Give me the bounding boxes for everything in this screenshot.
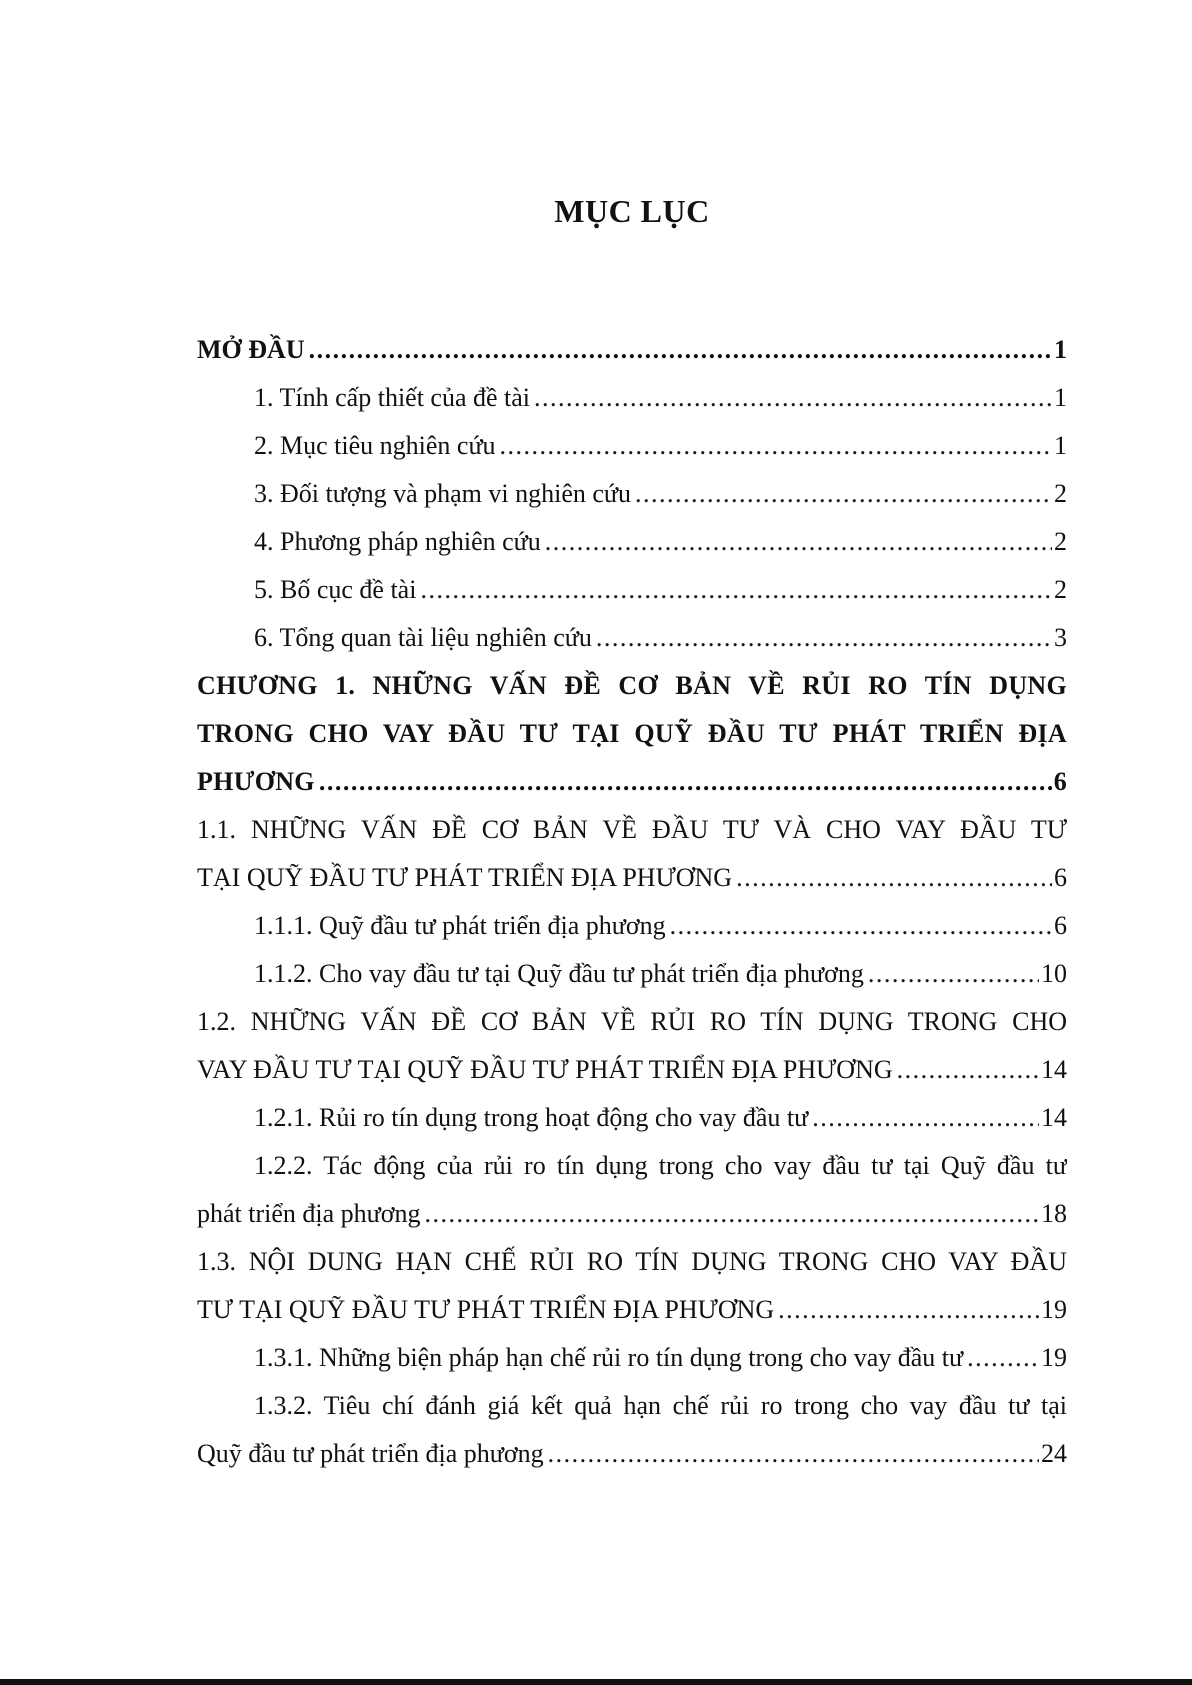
toc-page-number: 14 [1041,1055,1067,1084]
dot-leader [545,518,1052,566]
page-title: MỤC LỤC [554,193,710,229]
toc-entry-text-line: 1.1. NHỮNG VẤN ĐỀ CƠ BẢN VỀ ĐẦU TƯ VÀ CHO VAY ĐẦU TƯ [197,815,1067,844]
dot-leader [736,854,1052,902]
toc-entry-section-1-1[interactable] [197,806,1067,902]
toc-entry-text: 1.1.1. Quỹ đầu tư phát triển địa phương [254,911,666,940]
dot-leader [319,758,1052,806]
page-bottom-border [0,1679,1192,1685]
dot-leader [425,1190,1039,1238]
toc-entry-last-line [197,1190,1067,1238]
toc-page-number: 3 [1054,623,1067,652]
dot-leader [309,326,1052,374]
toc-entry-text: 2. Mục tiêu nghiên cứu [254,431,496,460]
dot-leader [596,614,1052,662]
toc-page-number: 18 [1041,1199,1067,1228]
toc-page-number: 1 [1054,383,1067,412]
dot-leader [897,1046,1039,1094]
toc-page-number: 14 [1041,1103,1067,1132]
toc-entry-section-1-3[interactable] [197,1238,1067,1334]
toc-entry-1-3-2[interactable] [197,1382,1067,1478]
toc-entry-text-line: 1.3.2. Tiêu chí đánh giá kết quả hạn chế rủi ro trong cho vay đầu tư tại [254,1391,1067,1420]
toc-page-number: 2 [1054,527,1067,556]
toc-entry-1-1-1[interactable] [197,902,1067,950]
dot-leader [534,374,1052,422]
toc-page-number: 6 [1054,863,1067,892]
toc-entry-1[interactable] [197,374,1067,422]
toc-entry-text: TƯ TẠI QUỸ ĐẦU TƯ PHÁT TRIỂN ĐỊA PHƯƠNG [197,1295,775,1324]
dot-leader [500,422,1052,470]
toc-entry-1-2-2[interactable] [197,1142,1067,1238]
toc-entry-text: Quỹ đầu tư phát triển địa phương [197,1439,544,1468]
toc-entry-section-1-2[interactable] [197,998,1067,1094]
toc-page-number: 2 [1054,575,1067,604]
toc-entry-text: phát triển địa phương [197,1199,421,1228]
toc-entry-last-line [197,1430,1067,1478]
toc-entry-text: 1.3.1. Những biện pháp hạn chế rủi ro tín dụng trong cho vay đầu tư [254,1343,964,1372]
toc-entry-2[interactable] [197,422,1067,470]
dot-leader [635,470,1052,518]
toc-entry-text: PHƯƠNG [197,767,315,796]
toc-page-number: 19 [1041,1343,1067,1372]
dot-leader [670,902,1052,950]
dot-leader [812,1094,1039,1142]
toc-entry-last-line [197,854,1067,902]
toc-entry-text-line: 1.3. NỘI DUNG HẠN CHẾ RỦI RO TÍN DỤNG TRONG CHO VAY ĐẦU [197,1247,1067,1276]
toc-entry-1-3-1[interactable] [197,1334,1067,1382]
table-of-contents [197,326,1067,1478]
toc-page-number: 6 [1053,767,1067,796]
toc-page-number: 24 [1041,1439,1067,1468]
toc-entry-1-1-2[interactable] [197,950,1067,998]
toc-entry-text: 6. Tổng quan tài liệu nghiên cứu [254,623,592,652]
toc-entry-1-2-1[interactable] [197,1094,1067,1142]
dot-leader [548,1430,1039,1478]
toc-entry-text-line: 1.2.2. Tác động của rủi ro tín dụng trong cho vay đầu tư tại Quỹ đầu tư [254,1151,1067,1180]
toc-entry-text-line: 1.2. NHỮNG VẤN ĐỀ CƠ BẢN VỀ RỦI RO TÍN DỤNG TRONG CHO [197,1007,1067,1036]
toc-page-number: 1 [1054,335,1067,364]
dot-leader [778,1286,1039,1334]
dot-leader [868,950,1039,998]
toc-page-number: 10 [1041,959,1067,988]
toc-entry-3[interactable] [197,470,1067,518]
toc-entry-4[interactable] [197,518,1067,566]
toc-page-number: 6 [1054,911,1067,940]
toc-entry-text-line: CHƯƠNG 1. NHỮNG VẤN ĐỀ CƠ BẢN VỀ RỦI RO TÍN DỤNG [197,671,1067,700]
toc-entry-chapter-1[interactable] [197,662,1067,806]
toc-entry-5[interactable] [197,566,1067,614]
toc-entry-text: 5. Bố cục đề tài [254,575,417,604]
toc-entry-text: VAY ĐẦU TƯ TẠI QUỸ ĐẦU TƯ PHÁT TRIỂN ĐỊA PHƯƠNG [197,1055,893,1084]
toc-entry-6[interactable] [197,614,1067,662]
toc-entry-last-line [197,1286,1067,1334]
toc-entry-text: 1.1.2. Cho vay đầu tư tại Quỹ đầu tư phát triển địa phương [254,959,864,988]
toc-entry-text: 1. Tính cấp thiết của đề tài [254,383,531,412]
toc-entry-last-line [197,1046,1067,1094]
toc-entry-text: 3. Đối tượng và phạm vi nghiên cứu [254,479,631,508]
toc-entry-last-line [197,758,1067,806]
dot-leader [420,566,1052,614]
toc-entry-text-line: TRONG CHO VAY ĐẦU TƯ TẠI QUỸ ĐẦU TƯ PHÁT TRIỂN ĐỊA [197,719,1067,748]
dot-leader [967,1334,1039,1382]
toc-page-number: 19 [1041,1295,1067,1324]
toc-entry-intro[interactable] [197,326,1067,374]
toc-entry-text: TẠI QUỸ ĐẦU TƯ PHÁT TRIỂN ĐỊA PHƯƠNG [197,863,733,892]
toc-page-number: 2 [1054,479,1067,508]
toc-page-number: 1 [1054,431,1067,460]
toc-entry-text: 4. Phương pháp nghiên cứu [254,527,541,556]
toc-entry-text: MỞ ĐẦU [197,335,305,364]
toc-entry-text: 1.2.1. Rủi ro tín dụng trong hoạt động cho vay đầu tư [254,1103,809,1132]
